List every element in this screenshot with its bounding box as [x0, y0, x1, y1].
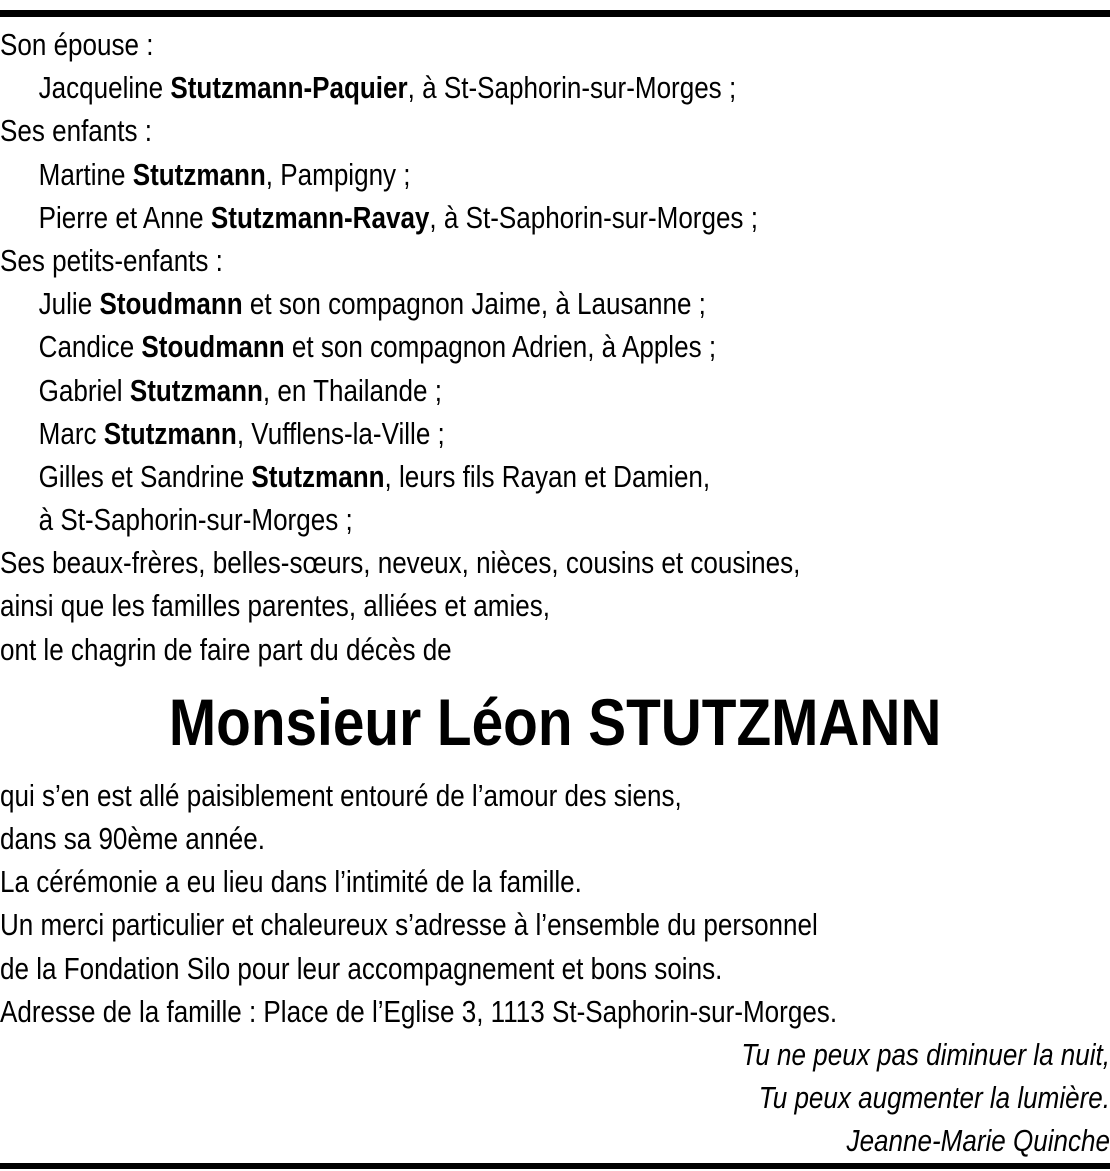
- grandchild-line: [0, 325, 932, 368]
- grandchild-first-name: Julie: [38, 286, 93, 322]
- grandchild-first-name: Marc: [38, 415, 97, 451]
- section-label-spouse: Son épouse :: [0, 27, 154, 62]
- grandchild-surname: Stoudmann: [141, 329, 285, 365]
- grandchild-detail: , en Thailande ;: [262, 372, 442, 408]
- grandchild-line: [0, 455, 932, 498]
- child-line: [0, 153, 932, 196]
- deceased-name: Monsieur Léon STUTZMANN: [168, 684, 942, 759]
- grandchild-surname: Stutzmann: [251, 458, 385, 494]
- section-label-children: Ses enfants :: [0, 113, 153, 149]
- grandchild-surname: Stutzmann: [103, 415, 237, 451]
- family-line: ont le chagrin de faire part du décès de: [0, 631, 452, 667]
- child-surname: Stutzmann: [132, 156, 266, 192]
- spouse-line: [0, 66, 932, 109]
- grandchild-surname: Stoudmann: [99, 286, 243, 322]
- grandchild-line: [0, 282, 932, 325]
- grandchild-detail: et son compagnon Adrien, à Apples ;: [284, 329, 717, 365]
- body-line: qui s’en est allé paisiblement entouré de l’amour des siens,: [0, 777, 682, 813]
- grandchild-first-name: Gilles et Sandrine: [38, 458, 245, 494]
- family-line: Ses beaux-frères, belles-sœurs, neveux, nièces, cousins et cousines,: [0, 545, 801, 581]
- body-line: de la Fondation Silo pour leur accompagnement et bons soins.: [0, 950, 723, 986]
- spouse-first-name: Jacqueline: [38, 70, 164, 106]
- quote-author: Jeanne-Marie Quinche: [846, 1123, 1110, 1159]
- section-label-grandchildren: Ses petits-enfants :: [0, 242, 223, 278]
- obituary-notice: [0, 23, 1110, 1163]
- quote-line: Tu peux augmenter la lumière.: [758, 1080, 1110, 1116]
- child-line: [0, 196, 932, 239]
- child-location: , à St-Saphorin-sur-Morges ;: [429, 199, 758, 235]
- bottom-border-rule: [0, 1163, 1110, 1169]
- grandchild-line: [0, 412, 932, 455]
- body-line: Un merci particulier et chaleureux s’adresse à l’ensemble du personnel: [0, 907, 818, 943]
- spouse-surname: Stutzmann-Paquier: [170, 70, 408, 106]
- notice-body: [0, 774, 1110, 1033]
- grandchild-first-name: Gabriel: [38, 372, 123, 408]
- child-first-name: Pierre et Anne: [38, 199, 204, 235]
- grandchild-detail: , leurs fils Rayan et Damien,: [384, 458, 711, 494]
- grandchild-line: [0, 369, 932, 412]
- family-line: ainsi que les familles parentes, alliées et amies,: [0, 588, 551, 624]
- grandchild-surname: Stutzmann: [129, 372, 263, 408]
- spouse-location: , à St-Saphorin-sur-Morges ;: [407, 70, 737, 106]
- body-line: La cérémonie a eu lieu dans l’intimité de la famille.: [0, 864, 582, 900]
- grandchild-detail: , Vufflens-la-Ville ;: [236, 415, 445, 451]
- grandchild-detail: et son compagnon Jaime, à Lausanne ;: [242, 286, 706, 322]
- child-location: , Pampigny ;: [265, 156, 411, 192]
- child-surname: Stutzmann-Ravay: [210, 199, 430, 235]
- grandchild-first-name: Candice: [38, 329, 135, 365]
- family-address: Adresse de la famille : Place de l’Eglise 3, 1113 St-Saphorin-sur-Morges.: [0, 993, 838, 1029]
- top-border-rule: [0, 10, 1110, 17]
- quote-line: Tu ne peux pas diminuer la nuit,: [741, 1036, 1110, 1072]
- body-line: dans sa 90ème année.: [0, 821, 265, 856]
- grandchild-line-continuation: à St-Saphorin-sur-Morges ;: [38, 502, 353, 538]
- child-first-name: Martine: [38, 156, 126, 192]
